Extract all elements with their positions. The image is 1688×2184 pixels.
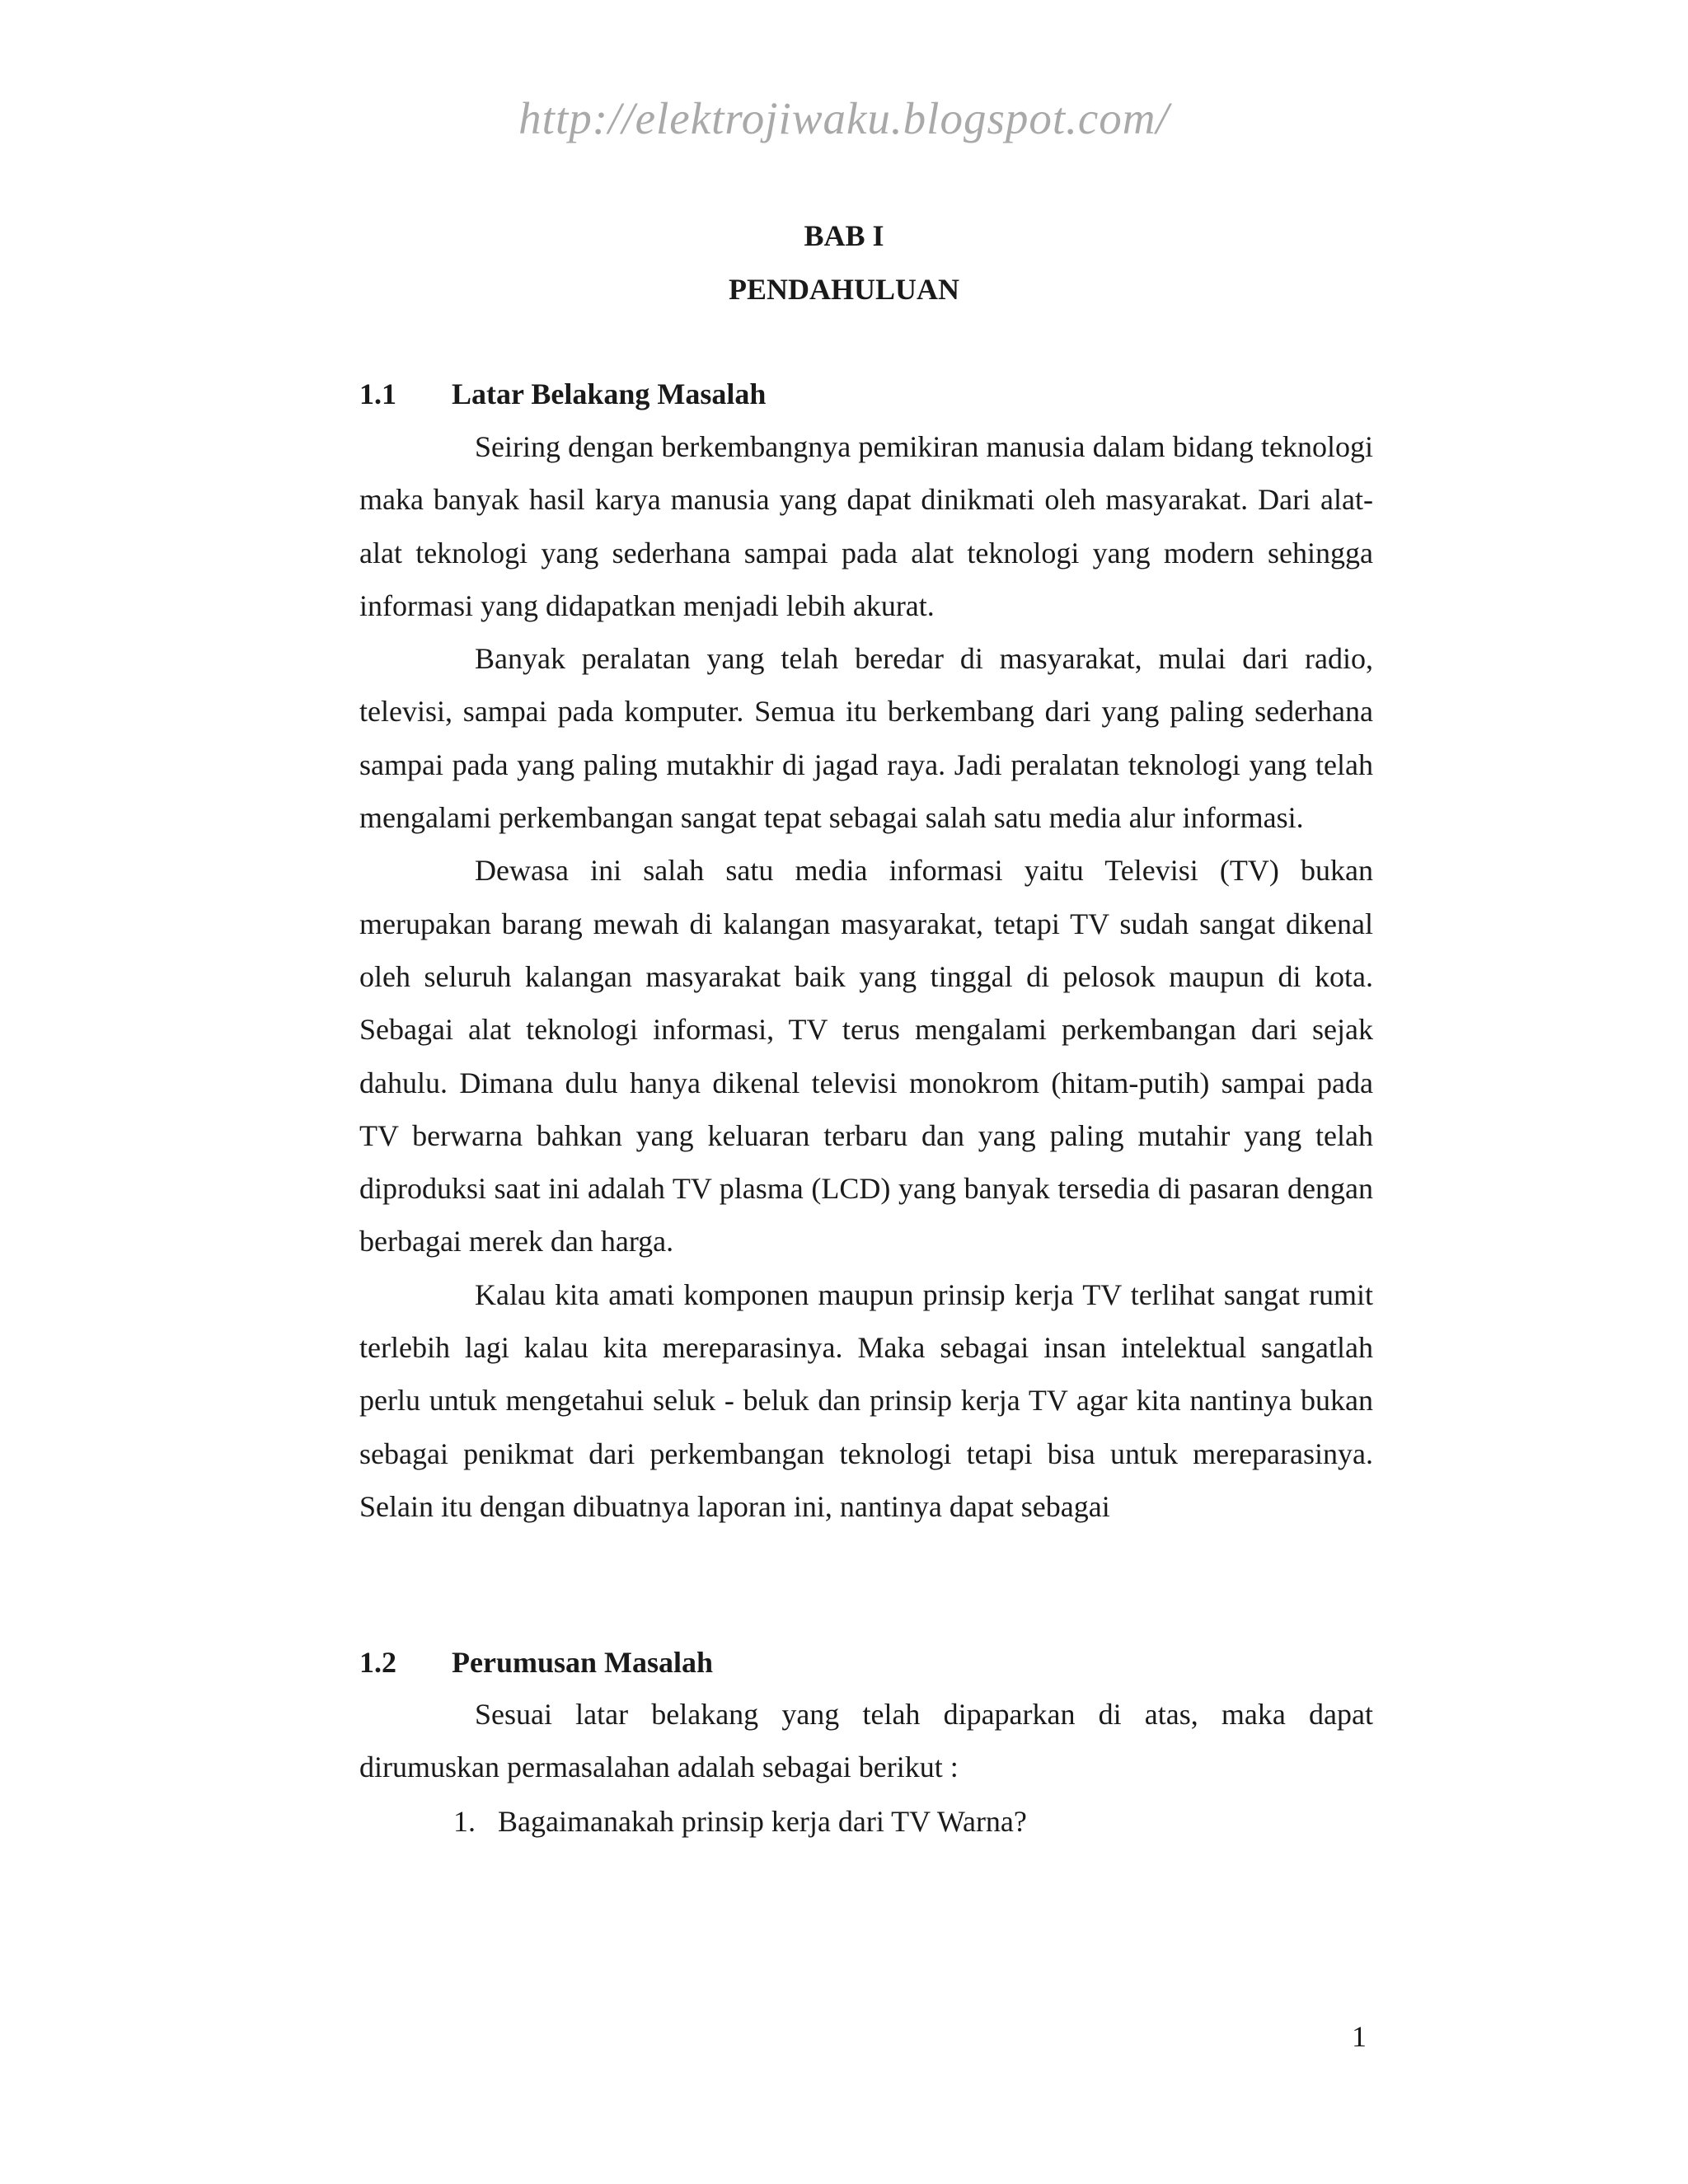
paragraph: Banyak peralatan yang telah beredar di masyarakat, mulai dari radio, televisi, sampai pada komputer. Semua itu berkembang dari yang paling sederhana sampai pada yang paling mutakhir di jagad raya. Jadi peralatan teknologi yang telah mengalami perkembangan sangat tepat sebagai salah satu media alur informasi. xyxy=(359,642,1373,835)
paragraph: Sesuai latar belakang yang telah dipaparkan di atas, maka dapat dirumuskan permasalahan adalah sebagai berikut : xyxy=(359,1698,1373,1784)
section-body-1-2 xyxy=(359,1688,1373,1794)
section-title: Perumusan Masalah xyxy=(452,1646,714,1679)
list-item-text: Bagaimanakah prinsip kerja dari TV Warna? xyxy=(498,1805,1027,1838)
paragraph: Seiring dengan berkembangnya pemikiran manusia dalam bidang teknologi maka banyak hasil karya manusia yang dapat dinikmati oleh masyarakat. Dari alat-alat teknologi yang sederhana sampai pada alat teknologi yang modern sehingga informasi yang didapatkan menjadi lebih akurat. xyxy=(359,430,1373,622)
paragraph: Dewasa ini salah satu media informasi yaitu Televisi (TV) bukan merupakan barang mewah di kalangan masyarakat, tetapi TV sudah sangat dikenal oleh seluruh kalangan masyarakat baik yang tinggal di pelosok maupun di kota. Sebagai alat teknologi informasi, TV terus mengalami perkembangan dari sejak dahulu. Dimana dulu hanya dikenal televisi monokrom (hitam-putih) sampai pada TV berwarna bahkan yang keluaran terbaru dan yang paling mutahir yang telah diproduksi saat ini adalah TV plasma (LCD) yang banyak tersedia di pasaran dengan berbagai merek dan harga. xyxy=(359,854,1373,1258)
watermark-url: http://elektrojiwaku.blogspot.com/ xyxy=(518,93,1170,143)
section-number: 1.1 xyxy=(359,377,396,410)
section-heading-1-2 xyxy=(359,1639,713,1685)
section-body-1-1 xyxy=(359,420,1373,1533)
chapter-number: BAB I xyxy=(804,219,884,252)
section-heading-1-1 xyxy=(359,371,766,417)
list-item xyxy=(453,1795,1027,1848)
section-title: Latar Belakang Masalah xyxy=(452,377,767,410)
problem-list xyxy=(453,1795,1027,1848)
section-number: 1.2 xyxy=(359,1646,396,1679)
paragraph: Kalau kita amati komponen maupun prinsip kerja TV terlihat sangat rumit terlebih lagi kalau kita mereparasinya. Maka sebagai insan intelektual sangatlah perlu untuk mengetahui seluk - beluk dan prinsip kerja TV agar kita nantinya bukan sebagai penikmat dari perkembangan teknologi tetapi bisa untuk mereparasinya. Selain itu dengan dibuatnya laporan ini, nantinya dapat sebagai xyxy=(359,1277,1373,1523)
list-marker: 1. xyxy=(453,1805,476,1838)
page-number: 1 xyxy=(1352,2020,1367,2053)
chapter-title: PENDAHULUAN xyxy=(728,273,959,306)
